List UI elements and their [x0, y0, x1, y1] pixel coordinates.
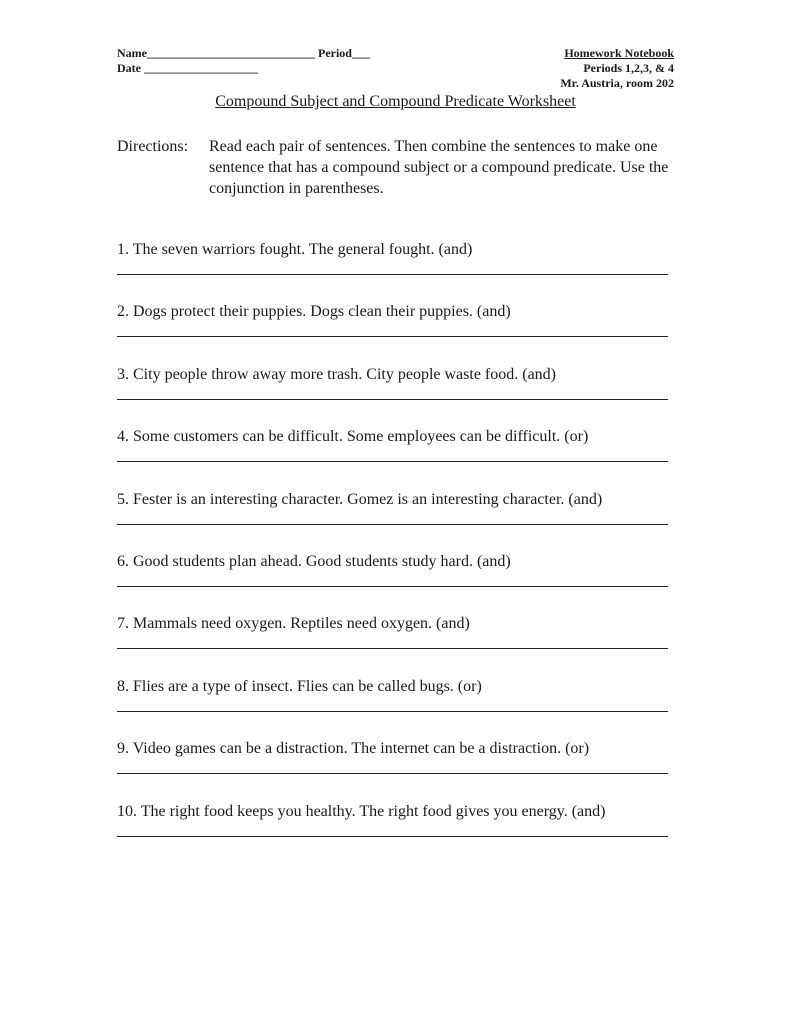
question-text: 3. City people throw away more trash. City people waste food. (and) — [117, 365, 556, 383]
question-item — [117, 802, 677, 864]
question-text: 8. Flies are a type of insect. Flies can be called bugs. (or) — [117, 677, 482, 695]
answer-line[interactable] — [117, 648, 668, 649]
question-item — [117, 677, 677, 739]
question-item — [117, 614, 677, 676]
question-item — [117, 365, 677, 427]
directions-text: Read each pair of sentences. Then combine the sentences to make one sentence that has a compound subject or a compound predicate. Use the conjunction in parentheses. — [209, 138, 669, 197]
answer-line[interactable] — [117, 461, 668, 462]
answer-line[interactable] — [117, 399, 668, 400]
question-item — [117, 427, 677, 489]
answer-line[interactable] — [117, 773, 668, 774]
answer-line[interactable] — [117, 711, 668, 712]
date-line: Date ___________________ — [117, 61, 258, 75]
directions-block — [117, 136, 677, 199]
question-item — [117, 240, 677, 302]
name-period-line: Name____________________________ Period___ — [117, 46, 370, 60]
question-item — [117, 302, 677, 364]
question-text: 4. Some customers can be difficult. Some employees can be difficult. (or) — [117, 428, 589, 446]
question-text: 9. Video games can be a distraction. The internet can be a distraction. (or) — [117, 740, 590, 758]
question-text: 5. Fester is an interesting character. Gomez is an interesting character. (and) — [117, 490, 603, 508]
question-list — [117, 240, 677, 864]
question-text: 1. The seven warriors fought. The general fought. (and) — [117, 241, 473, 258]
periods-label: Periods 1,2,3, & 4 — [583, 61, 674, 75]
question-text: 6. Good students plan ahead. Good students study hard. (and) — [117, 552, 511, 570]
question-text: 2. Dogs protect their puppies. Dogs clean their puppies. (and) — [117, 303, 511, 321]
worksheet-title: Compound Subject and Compound Predicate Worksheet — [215, 93, 576, 110]
answer-line[interactable] — [117, 524, 668, 525]
class-info-header — [560, 46, 674, 91]
question-item — [117, 552, 677, 614]
answer-line[interactable] — [117, 274, 668, 275]
student-info-header — [117, 46, 370, 76]
answer-line[interactable] — [117, 836, 668, 837]
answer-line[interactable] — [117, 336, 668, 337]
notebook-label: Homework Notebook — [564, 46, 674, 60]
question-text: 7. Mammals need oxygen. Reptiles need oxygen. (and) — [117, 615, 470, 633]
teacher-label: Mr. Austria, room 202 — [560, 76, 674, 90]
question-item — [117, 739, 677, 801]
question-item — [117, 490, 677, 552]
answer-line[interactable] — [117, 586, 668, 587]
question-text: 10. The right food keeps you healthy. The right food gives you energy. (and) — [117, 802, 606, 820]
directions-label: Directions: — [117, 138, 189, 155]
